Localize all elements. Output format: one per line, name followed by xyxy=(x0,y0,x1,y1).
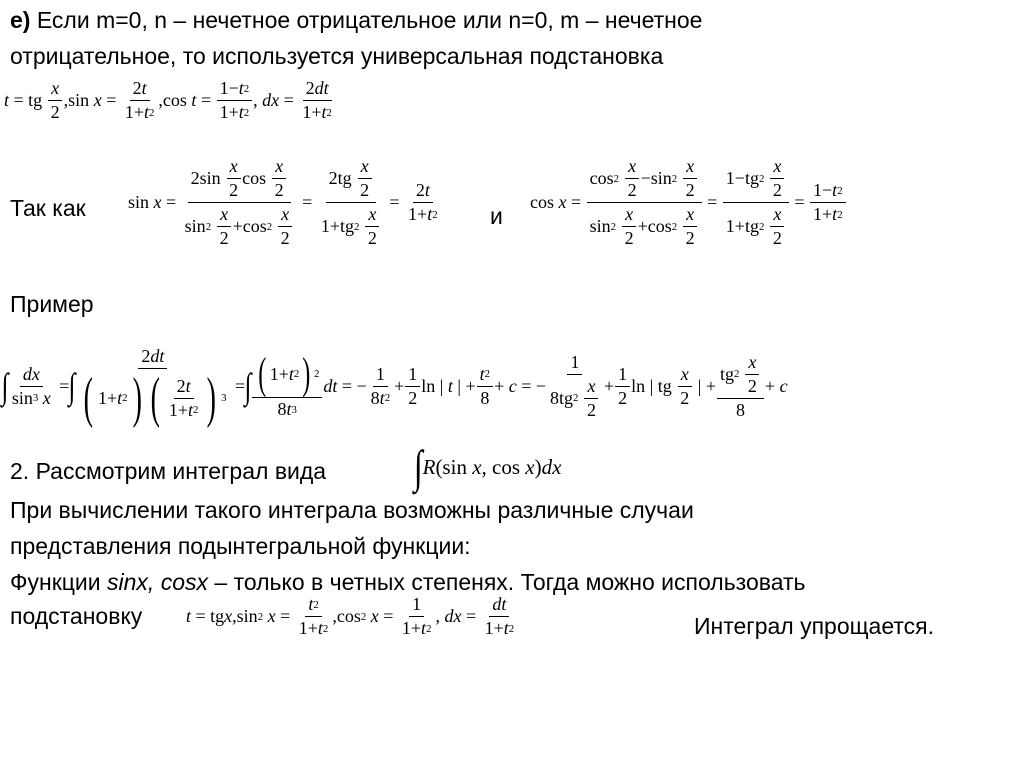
example-integral-formula: ∫ dx sin 3 x = ∫ 2 dt ( 1+ t 2 ) ( 2 t 1+ t 2 ) 3 = ∫ ( 1+ t 2 ) 2 8 t 3 dt = − 1 8 t 2 + $\frac{1}{2}$ ln | t | + t 2 8 + c = − 1 8tg 2 $\frac{x}{2}$ + $\frac{1}{2}$ ln | tg $\frac{x}{2}$ | + tg 2 $\frac{x}{2}$ 8 + c xyxy=(1,346,788,429)
simplifies-label: Интеграл упрощается. xyxy=(694,613,934,639)
para-line3-start: Функции xyxy=(10,569,108,595)
substitution-formula: t = tg $\frac{x}{2}$ ,sin x = 2 t 1+ t 2 ,cos t = 1− t 2 1+ t 2 , dx = 2 dt 1+ t 2 xyxy=(4,78,332,122)
substitution-formula-2: t = tg x ,sin 2 x = t 2 1+ t 2 ,cos 2 x = 1 1+ t 2 , dx = dt 1+ t 2 xyxy=(186,594,515,638)
para-line3 xyxy=(10,568,806,596)
item2-label: 2. Рассмотрим интеграл вида xyxy=(10,458,327,484)
section-e-text1: Если m=0, n – нечетное отрицательное или n=0, m – нечетное xyxy=(30,7,703,33)
and-label: и xyxy=(490,203,503,229)
example-label: Пример xyxy=(10,291,94,317)
cos-derivation-formula: cos x = cos 2 $\frac{x}{2}$ −sin 2 $\frac{x}{2}$ sin 2 $\frac{x}{2}$ +cos 2 $\frac{x}{2}$ = 1−tg 2 $\frac{x}{2}$ 1+tg 2 $\frac{x}{2}$ = 1− t 2 1+ t 2 xyxy=(530,156,847,249)
item2-integral-formula: ∫ R (sin x , cos x ) dx xyxy=(413,441,562,492)
sin-derivation-formula: sin x = 2sin $\frac{x}{2}$ cos $\frac{x}{2}$ sin 2 $\frac{x}{2}$ +cos 2 $\frac{x}{2}$ = 2tg $\frac{x}{2}$ 1+tg 2 $\frac{x}{2}$ = 2 t 1+ t 2 xyxy=(128,156,438,248)
section-e-line1 xyxy=(10,6,702,34)
para-line3-end: – только в четных степенях. Тогда можно использовать xyxy=(208,569,806,595)
para-line2: представления подынтегральной функции: xyxy=(10,533,471,559)
section-e-marker: е) xyxy=(10,7,31,33)
para-line3-functions: sinx, cosx xyxy=(107,569,208,595)
since-label: Так как xyxy=(10,195,86,221)
para-line1: При вычислении такого интеграла возможны различные случаи xyxy=(10,497,694,523)
section-e-line2: отрицательное, то используется универсальная подстановка xyxy=(10,43,664,69)
para-line4: подстановку xyxy=(10,603,143,629)
